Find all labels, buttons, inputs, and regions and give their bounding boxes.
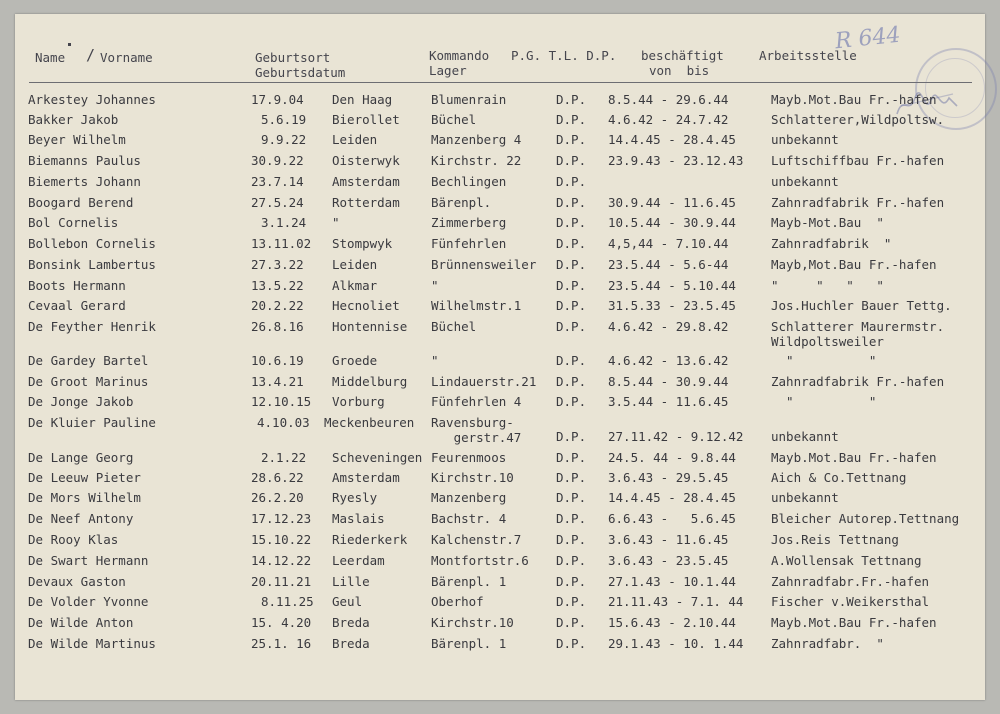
row-workplace: Aich & Co.Tettnang [771, 470, 907, 485]
row-status: D.P. [556, 112, 587, 127]
row-status: D.P. [556, 374, 587, 389]
row-period: 27.11.42 - 9.12.42 [608, 429, 744, 444]
row-workplace: Bleicher Autorep.Tettnang [771, 511, 960, 526]
row-status: D.P. [556, 450, 587, 465]
row-camp: " [431, 278, 439, 293]
row-date: 20.11.21 [251, 574, 312, 589]
row-date: 2.1.22 [261, 450, 307, 465]
row-workplace: Zahnradfabr.Fr.-hafen [771, 574, 930, 589]
row-status: D.P. [556, 92, 587, 107]
row-place: Breda [332, 636, 370, 651]
row-place: Den Haag [332, 92, 393, 107]
row-name: Boots Hermann [28, 278, 126, 293]
row-status: D.P. [556, 195, 587, 210]
row-name: De Wilde Anton [28, 615, 134, 630]
row-place: Bierollet [332, 112, 400, 127]
row-place: Meckenbeuren [324, 415, 415, 430]
row-workplace: Zahnradfabr. " [771, 636, 884, 651]
row-status: D.P. [556, 636, 587, 651]
row-place: Groede [332, 353, 378, 368]
row-camp: Bachstr. 4 [431, 511, 507, 526]
row-name: De Feyther Henrik [28, 319, 156, 334]
row-place: Hontennise [332, 319, 408, 334]
row-status: D.P. [556, 615, 587, 630]
row-camp: Fünfehrlen 4 [431, 394, 522, 409]
row-status: D.P. [556, 470, 587, 485]
header-vorname: Vorname [100, 50, 153, 65]
row-place: Ryesly [332, 490, 378, 505]
header-pg-tl-dp: P.G. T.L. D.P. [511, 48, 617, 63]
row-name: De Kluier Pauline [28, 415, 156, 430]
header-geburtsort: Geburtsort [255, 50, 331, 65]
row-workplace: Zahnradfabrik Fr.-hafen [771, 374, 945, 389]
row-workplace: unbekannt [771, 490, 839, 505]
row-place: Vorburg [332, 394, 385, 409]
row-period: 15.6.43 - 2.10.44 [608, 615, 736, 630]
header-rule [29, 82, 972, 83]
row-date: 17.12.23 [251, 511, 312, 526]
row-camp: Feurenmoos [431, 450, 507, 465]
row-period: 8.5.44 - 30.9.44 [608, 374, 729, 389]
row-status: D.P. [556, 236, 587, 251]
row-date: 12.10.15 [251, 394, 312, 409]
row-period: 4,5,44 - 7.10.44 [608, 236, 729, 251]
row-name: Devaux Gaston [28, 574, 126, 589]
row-status: D.P. [556, 215, 587, 230]
row-date: 25.1. 16 [251, 636, 312, 651]
row-camp: Büchel [431, 112, 477, 127]
row-period: 3.6.43 - 29.5.45 [608, 470, 729, 485]
row-camp: Bärenpl. 1 [431, 574, 507, 589]
header-beschaeftigt: beschäftigt [641, 48, 724, 63]
row-period: 8.5.44 - 29.6.44 [608, 92, 729, 107]
row-status: D.P. [556, 574, 587, 589]
header-von-bis: von bis [649, 63, 710, 78]
row-workplace: Jos.Reis Tettnang [771, 532, 899, 547]
row-place: Hecnoliet [332, 298, 400, 313]
row-name: Beyer Wilhelm [28, 132, 126, 147]
row-camp: Montfortstr.6 [431, 553, 529, 568]
row-workplace: Zahnradfabrik " [771, 236, 892, 251]
row-place: Leerdam [332, 553, 385, 568]
row-date: 13.5.22 [251, 278, 304, 293]
row-workplace: " " [771, 394, 877, 409]
row-status: D.P. [556, 353, 587, 368]
row-period: 29.1.43 - 10. 1.44 [608, 636, 744, 651]
row-place: Stompwyk [332, 236, 393, 251]
row-period: 4.6.42 - 24.7.42 [608, 112, 729, 127]
row-name: Biemanns Paulus [28, 153, 141, 168]
row-place: Riederkerk [332, 532, 408, 547]
row-camp: Bärenpl. [431, 195, 492, 210]
row-workplace: Mayb,Mot.Bau Fr.-hafen [771, 257, 937, 272]
row-place: Geul [332, 594, 363, 609]
row-camp: Blumenrain [431, 92, 507, 107]
row-workplace: unbekannt [771, 174, 839, 189]
row-place: Alkmar [332, 278, 378, 293]
row-status: D.P. [556, 257, 587, 272]
row-status: D.P. [556, 132, 587, 147]
row-date: 13.11.02 [251, 236, 312, 251]
row-camp: Kirchstr. 22 [431, 153, 522, 168]
row-date: 13.4.21 [251, 374, 304, 389]
row-camp: Kalchenstr.7 [431, 532, 522, 547]
row-period: 14.4.45 - 28.4.45 [608, 132, 736, 147]
row-date: 15. 4.20 [251, 615, 312, 630]
row-workplace: Mayb.Mot.Bau Fr.-hafen [771, 450, 937, 465]
row-workplace: Zahnradfabrik Fr.-hafen [771, 195, 945, 210]
row-name: Bakker Jakob [28, 112, 119, 127]
row-date: 30.9.22 [251, 153, 304, 168]
row-place: Scheveningen [332, 450, 423, 465]
row-place: Rotterdam [332, 195, 400, 210]
row-camp: Wilhelmstr.1 [431, 298, 522, 313]
row-name: Biemerts Johann [28, 174, 141, 189]
row-place: Breda [332, 615, 370, 630]
pencil-reference-number: R 644 [833, 22, 902, 55]
row-period: 4.6.42 - 29.8.42 [608, 319, 729, 334]
row-camp: Zimmerberg [431, 215, 507, 230]
row-camp: Kirchstr.10 [431, 470, 514, 485]
row-workplace: unbekannt [771, 429, 839, 444]
row-place: Maslais [332, 511, 385, 526]
row-place: Amsterdam [332, 174, 400, 189]
header-geburtsdatum: Geburtsdatum [255, 65, 346, 80]
row-period: 31.5.33 - 23.5.45 [608, 298, 736, 313]
row-status: D.P. [556, 532, 587, 547]
row-camp: Lindauerstr.21 [431, 374, 537, 389]
row-period: 24.5. 44 - 9.8.44 [608, 450, 736, 465]
header-name: Name [35, 50, 66, 65]
row-name: Boogard Berend [28, 195, 134, 210]
row-name: De Neef Antony [28, 511, 134, 526]
row-date: 14.12.22 [251, 553, 312, 568]
row-name: De Groot Marinus [28, 374, 149, 389]
row-workplace: Schlatterer Maurermstr. Wildpoltsweiler [771, 319, 945, 349]
row-camp: Kirchstr.10 [431, 615, 514, 630]
row-camp: Ravensburg- gerstr.47 [431, 415, 522, 445]
row-workplace: Mayb-Mot.Bau " [771, 215, 884, 230]
row-date: 10.6.19 [251, 353, 304, 368]
row-workplace: Jos.Huchler Bauer Tettg. [771, 298, 952, 313]
row-status: D.P. [556, 278, 587, 293]
row-status: D.P. [556, 594, 587, 609]
row-date: 15.10.22 [251, 532, 312, 547]
row-period: 30.9.44 - 11.6.45 [608, 195, 736, 210]
row-date: 4.10.03 [257, 415, 310, 430]
row-status: D.P. [556, 511, 587, 526]
row-camp: Oberhof [431, 594, 484, 609]
row-name: De Rooy Klas [28, 532, 119, 547]
row-date: 8.11.25 [261, 594, 314, 609]
row-name: Bollebon Cornelis [28, 236, 156, 251]
row-period: 4.6.42 - 13.6.42 [608, 353, 729, 368]
row-date: 20.2.22 [251, 298, 304, 313]
row-period: 3.6.43 - 11.6.45 [608, 532, 729, 547]
header-lager: Lager [429, 63, 467, 78]
row-status: D.P. [556, 298, 587, 313]
row-name: Bonsink Lambertus [28, 257, 156, 272]
header-kommando: Kommando [429, 48, 490, 63]
row-name: De Lange Georg [28, 450, 134, 465]
row-name: Bol Cornelis [28, 215, 119, 230]
row-camp: Manzenberg [431, 490, 507, 505]
row-period: 6.6.43 - 5.6.45 [608, 511, 736, 526]
row-status: D.P. [556, 490, 587, 505]
row-workplace: unbekannt [771, 132, 839, 147]
row-camp: Fünfehrlen [431, 236, 507, 251]
row-date: 9.9.22 [261, 132, 307, 147]
row-name: De Wilde Martinus [28, 636, 156, 651]
row-status: D.P. [556, 319, 587, 334]
row-place: Amsterdam [332, 470, 400, 485]
row-name: De Jonge Jakob [28, 394, 134, 409]
row-date: 17.9.04 [251, 92, 304, 107]
row-workplace: Fischer v.Weikersthal [771, 594, 930, 609]
row-date: 27.3.22 [251, 257, 304, 272]
row-period: 27.1.43 - 10.1.44 [608, 574, 736, 589]
row-period: 23.5.44 - 5.6-44 [608, 257, 729, 272]
row-period: 3.5.44 - 11.6.45 [608, 394, 729, 409]
header-slash: / [86, 46, 96, 64]
row-camp: Bärenpl. 1 [431, 636, 507, 651]
row-period: 23.5.44 - 5.10.44 [608, 278, 736, 293]
row-period: 14.4.45 - 28.4.45 [608, 490, 736, 505]
header-tick-mark [68, 43, 71, 46]
row-name: De Gardey Bartel [28, 353, 149, 368]
row-date: 3.1.24 [261, 215, 307, 230]
row-date: 26.8.16 [251, 319, 304, 334]
row-workplace: Mayb.Mot.Bau Fr.-hafen [771, 92, 937, 107]
row-status: D.P. [556, 174, 587, 189]
row-name: Arkestey Johannes [28, 92, 156, 107]
row-date: 23.7.14 [251, 174, 304, 189]
row-name: Cevaal Gerard [28, 298, 126, 313]
row-date: 26.2.20 [251, 490, 304, 505]
row-date: 5.6.19 [261, 112, 307, 127]
header-arbeitsstelle: Arbeitsstelle [759, 48, 857, 63]
row-workplace: " " [771, 353, 877, 368]
row-period: 21.11.43 - 7.1. 44 [608, 594, 744, 609]
row-period: 23.9.43 - 23.12.43 [608, 153, 744, 168]
row-camp: Brünnensweiler [431, 257, 537, 272]
row-period: 10.5.44 - 30.9.44 [608, 215, 736, 230]
row-workplace: " " " " [771, 278, 884, 293]
row-status: D.P. [556, 429, 587, 444]
row-workplace: A.Wollensak Tettnang [771, 553, 922, 568]
row-name: De Mors Wilhelm [28, 490, 141, 505]
index-card [15, 14, 985, 700]
row-date: 27.5.24 [251, 195, 304, 210]
row-date: 28.6.22 [251, 470, 304, 485]
row-period: 3.6.43 - 23.5.45 [608, 553, 729, 568]
row-name: De Leeuw Pieter [28, 470, 141, 485]
row-name: De Swart Hermann [28, 553, 149, 568]
row-workplace: Mayb.Mot.Bau Fr.-hafen [771, 615, 937, 630]
row-place: Lille [332, 574, 370, 589]
row-place: Leiden [332, 132, 378, 147]
row-status: D.P. [556, 153, 587, 168]
row-workplace: Luftschiffbau Fr.-hafen [771, 153, 945, 168]
row-name: De Volder Yvonne [28, 594, 149, 609]
row-place: " [332, 215, 340, 230]
row-workplace: Schlatterer,Wildpoltsw. [771, 112, 945, 127]
row-place: Oisterwyk [332, 153, 400, 168]
row-camp: Bechlingen [431, 174, 507, 189]
row-status: D.P. [556, 394, 587, 409]
row-place: Middelburg [332, 374, 408, 389]
row-camp: Manzenberg 4 [431, 132, 522, 147]
row-camp: " [431, 353, 439, 368]
row-status: D.P. [556, 553, 587, 568]
row-place: Leiden [332, 257, 378, 272]
row-camp: Büchel [431, 319, 477, 334]
